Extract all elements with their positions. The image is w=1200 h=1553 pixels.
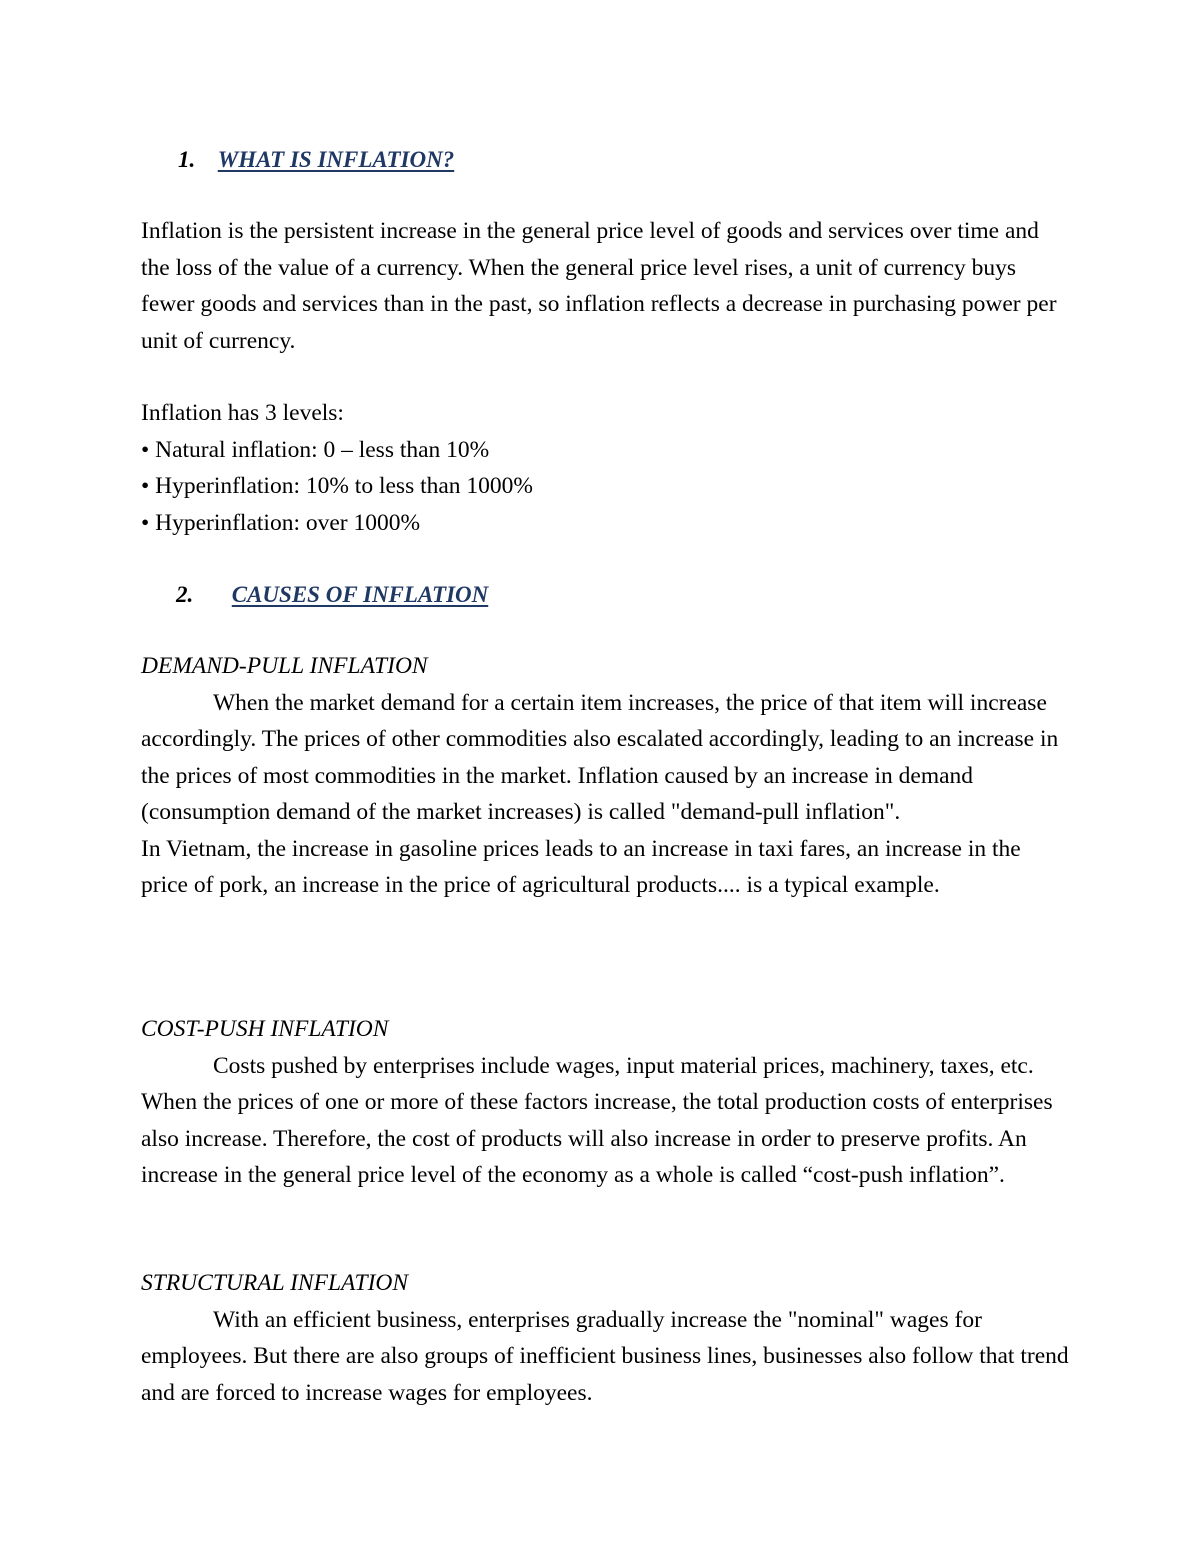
- levels-intro: Inflation has 3 levels:: [141, 400, 344, 426]
- cost-push-heading: COST-PUSH INFLATION: [141, 1016, 389, 1042]
- structural-heading: STRUCTURAL INFLATION: [141, 1270, 409, 1296]
- level-item-hyper-1: • Hyperinflation: 10% to less than 1000%: [141, 473, 533, 499]
- structural-paragraph: With an efficient business, enterprises gradually increase the "nominal" wages for employees. But there are also groups of inefficient business lines, businesses also follow that trend and are forced to increase wages for employees.: [141, 1306, 1069, 1406]
- demand-pull-example: In Vietnam, the increase in gasoline prices leads to an increase in taxi fares, an increase in the price of pork, an increase in the price of agricultural products.... is a typical example.: [141, 835, 1021, 898]
- section-1-title: WHAT IS INFLATION?: [217, 147, 455, 172]
- inflation-levels: [141, 395, 1071, 541]
- cost-push-section: [141, 1011, 1071, 1194]
- section-2-title: CAUSES OF INFLATION: [231, 582, 489, 607]
- inflation-definition-text: Inflation is the persistent increase in the general price level of goods and services over time and the loss of the value of a currency. When the general price level rises, a unit of currency buys fewer goods and services than in the past, so inflation reflects a decrease in purchasing power per unit of currency.: [141, 218, 1057, 354]
- cost-push-paragraph: Costs pushed by enterprises include wages, input material prices, machinery, taxes, etc. When the prices of one or more of these factors increase, the total production costs of enterprises also increase. Therefore, the cost of products will also increase in order to preserve profits. An increase in the general price level of the economy as a whole is called “cost-push inflation”.: [141, 1052, 1053, 1188]
- demand-pull-section: [141, 648, 1071, 904]
- section-1-number: 1.: [178, 147, 196, 172]
- structural-section: [141, 1265, 1071, 1411]
- demand-pull-paragraph: When the market demand for a certain item increases, the price of that item will increase accordingly. The prices of other commodities also escalated accordingly, leading to an increase in the prices of most commodities in the market. Inflation caused by an increase in demand (consumption demand of the market increases) is called "demand-pull inflation".: [141, 689, 1059, 825]
- section-1-heading: [178, 145, 454, 175]
- demand-pull-heading: DEMAND-PULL INFLATION: [141, 653, 428, 679]
- section-2-number: 2.: [176, 582, 194, 607]
- section-2-heading: [176, 580, 488, 610]
- inflation-definition: [141, 213, 1071, 359]
- level-item-hyper-2: • Hyperinflation: over 1000%: [141, 509, 421, 536]
- level-item-natural: • Natural inflation: 0 – less than 10%: [141, 436, 490, 463]
